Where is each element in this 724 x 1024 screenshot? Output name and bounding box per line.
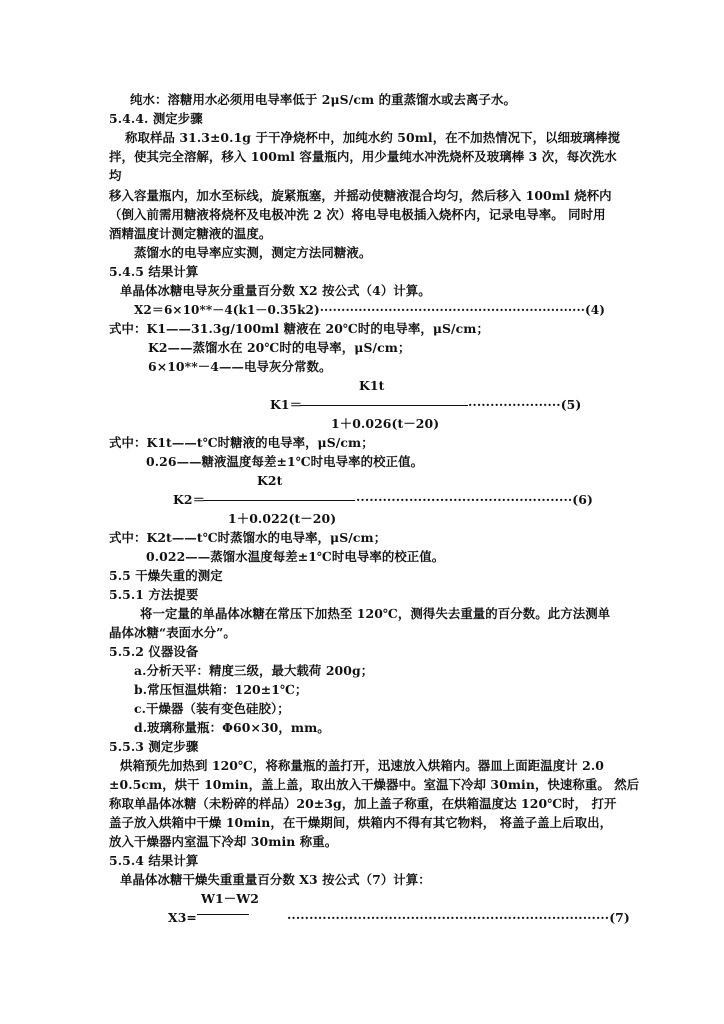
text-line: 酒精温度计测定糖液的温度。 [109,226,272,241]
text-line: K2——蒸馏水在 20℃时的电导率，μS/cm； [148,340,411,355]
formula-6-lhs: K2＝ [173,492,206,507]
section-heading: 5.5.3 测定步骤 [109,739,199,754]
text-line: 称取样品 31.3±0.1g 于干净烧杯中，加纯水约 50ml，在不加热情况下，以细玻璃棒搅 [125,130,621,145]
list-item: b.常压恒温烘箱：120±1℃； [134,682,308,697]
formula-7-lhs: X3= [168,910,197,925]
section-heading: 5.4.5 结果计算 [109,264,199,279]
formula-5-denominator: 1＋0.026(t－20) [331,416,440,431]
text-line: 式中：K1t——t℃时糖液的电导率，μS/cm； [109,435,374,450]
formula-6-number: ·················································(6) [356,492,593,507]
text-line: 盖子放入烘箱中干燥 10min，在干燥期间，烘箱内不得有其它物料， 将盖子盖上后取出， [109,815,613,830]
list-item: c.干燥器（装有变色硅胶）； [134,701,290,716]
text-line: 称取单晶体冰糖（未粉碎的样品）20±3g，加上盖子称重，在烘箱温度达 120℃时， 打开 [109,796,617,811]
fraction-bar [197,914,249,915]
fraction-bar [203,500,355,501]
text-line: 蒸馏水的电导率应实测，测定方法同糖液。 [134,245,372,260]
text-line: 均 [109,168,122,183]
text-line: 0.26——糖液温度每差±1℃时电导率的校正值。 [146,454,424,469]
text-line: 晶体冰糖“表面水分”。 [109,625,236,640]
formula-6-numerator: K2t [257,473,283,488]
formula-5-numerator: K1t [359,378,385,393]
text-line: 0.022——蒸馏水温度每差±1℃时电导率的校正值。 [146,549,445,564]
text-line: 移入容量瓶内，加水至标线，旋紧瓶塞，并摇动使糖液混合均匀，然后移入 100ml 烧杯内 [109,188,612,203]
text-line: 6×10**－4——电导灰分常数。 [148,359,332,374]
formula-5-lhs: K1＝ [270,397,303,412]
text-line: 单晶体冰糖电导灰分重量百分数 X2 按公式（4）计算。 [120,283,431,298]
list-item: d.玻璃称量瓶：Φ60×30，mm。 [134,720,330,735]
list-item: a.分析天平：精度三级，最大载荷 200g； [134,663,374,678]
text-line: 式中：K1——31.3g/100ml 糖液在 20℃时的电导率，μS/cm； [109,321,490,336]
text-line: 放入干燥器内室温下冷却 30min 称重。 [109,834,338,849]
formula-7-number: ·········································································(7) [287,910,630,925]
text-line: 拌，使其完全溶解，移入 100ml 容量瓶内，用少量纯水冲洗烧杯及玻璃棒 3 次，每次洗水 [109,149,617,164]
formula-4: X2＝6×10**－4(k1－0.35k2)······························································(4) [134,303,605,317]
text-line: 烘箱预先加热到 120℃，将称量瓶的盖打开，迅速放入烘箱内。器皿上面距温度计 2.0 [120,758,604,773]
text-line: 单晶体冰糖干燥失重重量百分数 X3 按公式（7）计算： [120,872,431,887]
section-heading: 5.5.2 仪器设备 [109,644,199,659]
section-heading: 5.5.1 方法提要 [109,587,199,602]
text-line: 式中：K2t——t℃时蒸馏水的电导率，μS/cm； [109,530,387,545]
text-line: ±0.5cm，烘干 10min，盖上盖，取出放入干燥器中。室温下冷却 30min，快速称重。 然后 [109,777,640,792]
section-heading: 5.5.4 结果计算 [109,853,199,868]
formula-7-numerator: W1－W2 [201,891,259,906]
text-line: 将一定量的单晶体冰糖在常压下加热至 120℃，测得失去重量的百分数。此方法测单 [140,606,611,621]
fraction-bar [300,405,468,406]
text-line: 纯水：溶糖用水必须用电导率低于 2μS/cm 的重蒸馏水或去离子水。 [130,92,517,107]
formula-5-number: ·····················(5) [468,397,582,412]
section-heading: 5.4.4. 测定步骤 [109,111,203,126]
section-heading: 5.5 干燥失重的测定 [109,568,223,583]
formula-6-denominator: 1＋0.022(t－20) [228,511,337,526]
text-line: （倒入前需用糖液将烧杯及电极冲洗 2 次）将电导电极插入烧杯内，记录电导率。 同时用 [109,207,606,222]
